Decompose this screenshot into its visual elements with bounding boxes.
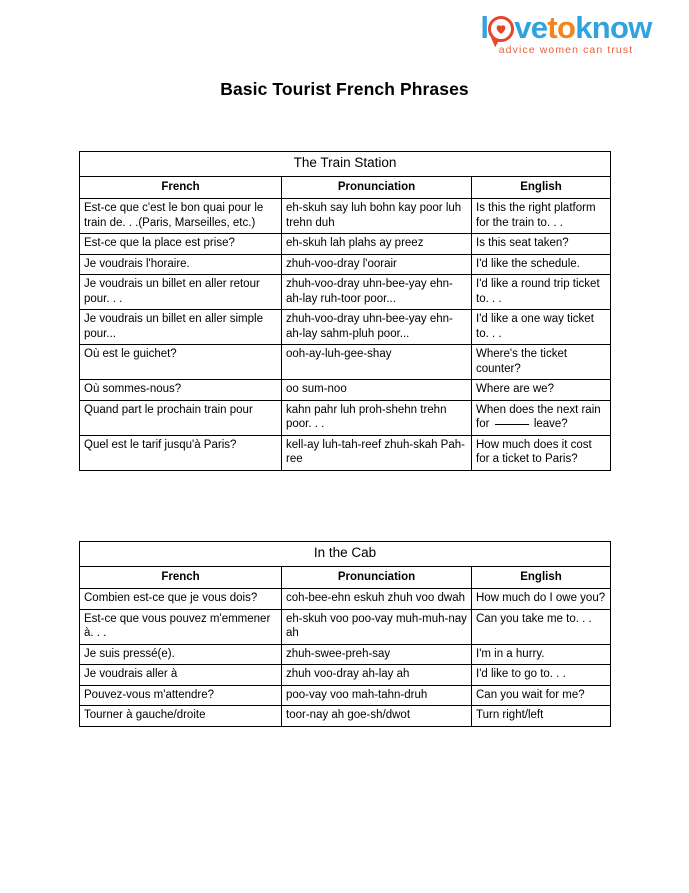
cell-french: Où sommes-nous? xyxy=(80,380,282,401)
column-header-pronunciation: Pronunciation xyxy=(282,176,472,199)
cell-pronunciation: oo sum-noo xyxy=(282,380,472,401)
table-row xyxy=(80,234,611,255)
english-text-before-blank: When does the next rain for xyxy=(476,403,601,430)
column-header-french: French xyxy=(80,176,282,199)
table-caption-row xyxy=(80,542,611,567)
page-title: Basic Tourist French Phrases xyxy=(220,79,469,99)
cell-french: Est-ce que vous pouvez m'emmener à. . . xyxy=(80,609,282,644)
cell-french: Où est le guichet? xyxy=(80,345,282,380)
table-row xyxy=(80,275,611,310)
cell-french: Est-ce que la place est prise? xyxy=(80,234,282,255)
fill-in-blank xyxy=(495,424,529,425)
cell-english: Can you wait for me? xyxy=(472,685,611,706)
cell-english: How much do I owe you? xyxy=(472,589,611,610)
cell-pronunciation: zhuh-swee-preh-say xyxy=(282,644,472,665)
cell-pronunciation: eh-skuh lah plahs ay preez xyxy=(282,234,472,255)
table-row xyxy=(80,345,611,380)
speech-bubble-heart-icon xyxy=(488,16,514,42)
cell-english: I'd like a one way ticket to. . . xyxy=(472,310,611,345)
lovetoknow-logo xyxy=(461,12,671,56)
table-row xyxy=(80,685,611,706)
cell-english: I'm in a hurry. xyxy=(472,644,611,665)
cell-pronunciation: eh-skuh say luh bohn kay poor luh trehn duh xyxy=(282,199,472,234)
cell-french: Pouvez-vous m'attendre? xyxy=(80,685,282,706)
cell-english: I'd like the schedule. xyxy=(472,254,611,275)
cell-english: I'd like to go to. . . xyxy=(472,665,611,686)
cell-french: Est-ce que c'est le bon quai pour le train de. . .(Paris, Marseilles, etc.) xyxy=(80,199,282,234)
column-header-french: French xyxy=(80,566,282,589)
cell-french: Je voudrais un billet en aller simple pour... xyxy=(80,310,282,345)
table-header-row xyxy=(80,566,611,589)
table-row xyxy=(80,435,611,470)
cell-pronunciation: toor-nay ah goe-sh/dwot xyxy=(282,706,472,727)
table-caption: The Train Station xyxy=(80,152,611,177)
cell-french: Combien est-ce que je vous dois? xyxy=(80,589,282,610)
cell-english: Can you take me to. . . xyxy=(472,609,611,644)
cell-pronunciation: eh-skuh voo poo-vay muh-muh-nay ah xyxy=(282,609,472,644)
cell-english: I'd like a round trip ticket to. . . xyxy=(472,275,611,310)
table-row xyxy=(80,310,611,345)
logo-text-part2: ve xyxy=(514,10,548,45)
table-train-station xyxy=(79,151,611,471)
cell-french: Quand part le prochain train pour xyxy=(80,400,282,435)
cell-french: Quel est le tarif jusqu'à Paris? xyxy=(80,435,282,470)
cell-english xyxy=(472,400,611,435)
cell-pronunciation: zhuh-voo-dray l'oorair xyxy=(282,254,472,275)
cell-pronunciation: kahn pahr luh proh-shehn trehn poor. . . xyxy=(282,400,472,435)
heart-icon xyxy=(495,23,508,36)
table-header-row xyxy=(80,176,611,199)
cell-pronunciation: zhuh-voo-dray uhn-bee-yay ehn-ah-lay ruh-toor poor... xyxy=(282,275,472,310)
table-row xyxy=(80,400,611,435)
cell-pronunciation: ooh-ay-luh-gee-shay xyxy=(282,345,472,380)
cell-french: Je voudrais l'horaire. xyxy=(80,254,282,275)
cell-english: How much does it cost for a ticket to Paris? xyxy=(472,435,611,470)
logo-tagline: advice women can trust xyxy=(498,44,634,56)
table-caption-row xyxy=(80,152,611,177)
table-row xyxy=(80,706,611,727)
table-row xyxy=(80,380,611,401)
column-header-english: English xyxy=(472,176,611,199)
cell-english: Where's the ticket counter? xyxy=(472,345,611,380)
table-caption: In the Cab xyxy=(80,542,611,567)
cell-english: Where are we? xyxy=(472,380,611,401)
cell-pronunciation: poo-vay voo mah-tahn-druh xyxy=(282,685,472,706)
cell-english: Is this seat taken? xyxy=(472,234,611,255)
column-header-pronunciation: Pronunciation xyxy=(282,566,472,589)
cell-pronunciation: kell-ay luh-tah-reef zhuh-skah Pah-ree xyxy=(282,435,472,470)
cell-pronunciation: zhuh-voo-dray uhn-bee-yay ehn-ah-lay sahm-pluh poor... xyxy=(282,310,472,345)
table-row xyxy=(80,199,611,234)
cell-french: Je suis pressé(e). xyxy=(80,644,282,665)
column-header-english: English xyxy=(472,566,611,589)
table-row xyxy=(80,644,611,665)
cell-english: Is this the right platform for the train to. . . xyxy=(472,199,611,234)
table-in-the-cab-body xyxy=(80,542,611,727)
table-in-the-cab xyxy=(79,541,611,727)
table-row xyxy=(80,589,611,610)
table-row xyxy=(80,665,611,686)
logo-wordmark xyxy=(461,12,671,43)
table-train-station-body xyxy=(80,152,611,471)
logo-text-part3: to xyxy=(547,10,576,45)
cell-pronunciation: coh-bee-ehn eskuh zhuh voo dwah xyxy=(282,589,472,610)
cell-french: Je voudrais un billet en aller retour pour. . . xyxy=(80,275,282,310)
cell-pronunciation: zhuh voo-dray ah-lay ah xyxy=(282,665,472,686)
table-row xyxy=(80,254,611,275)
table-row xyxy=(80,609,611,644)
english-text-after-blank: leave? xyxy=(530,418,568,430)
cell-french: Je voudrais aller à xyxy=(80,665,282,686)
logo-text-part1: l xyxy=(480,10,489,45)
cell-english: Turn right/left xyxy=(472,706,611,727)
logo-text-part4: know xyxy=(575,10,652,45)
cell-french: Tourner à gauche/droite xyxy=(80,706,282,727)
